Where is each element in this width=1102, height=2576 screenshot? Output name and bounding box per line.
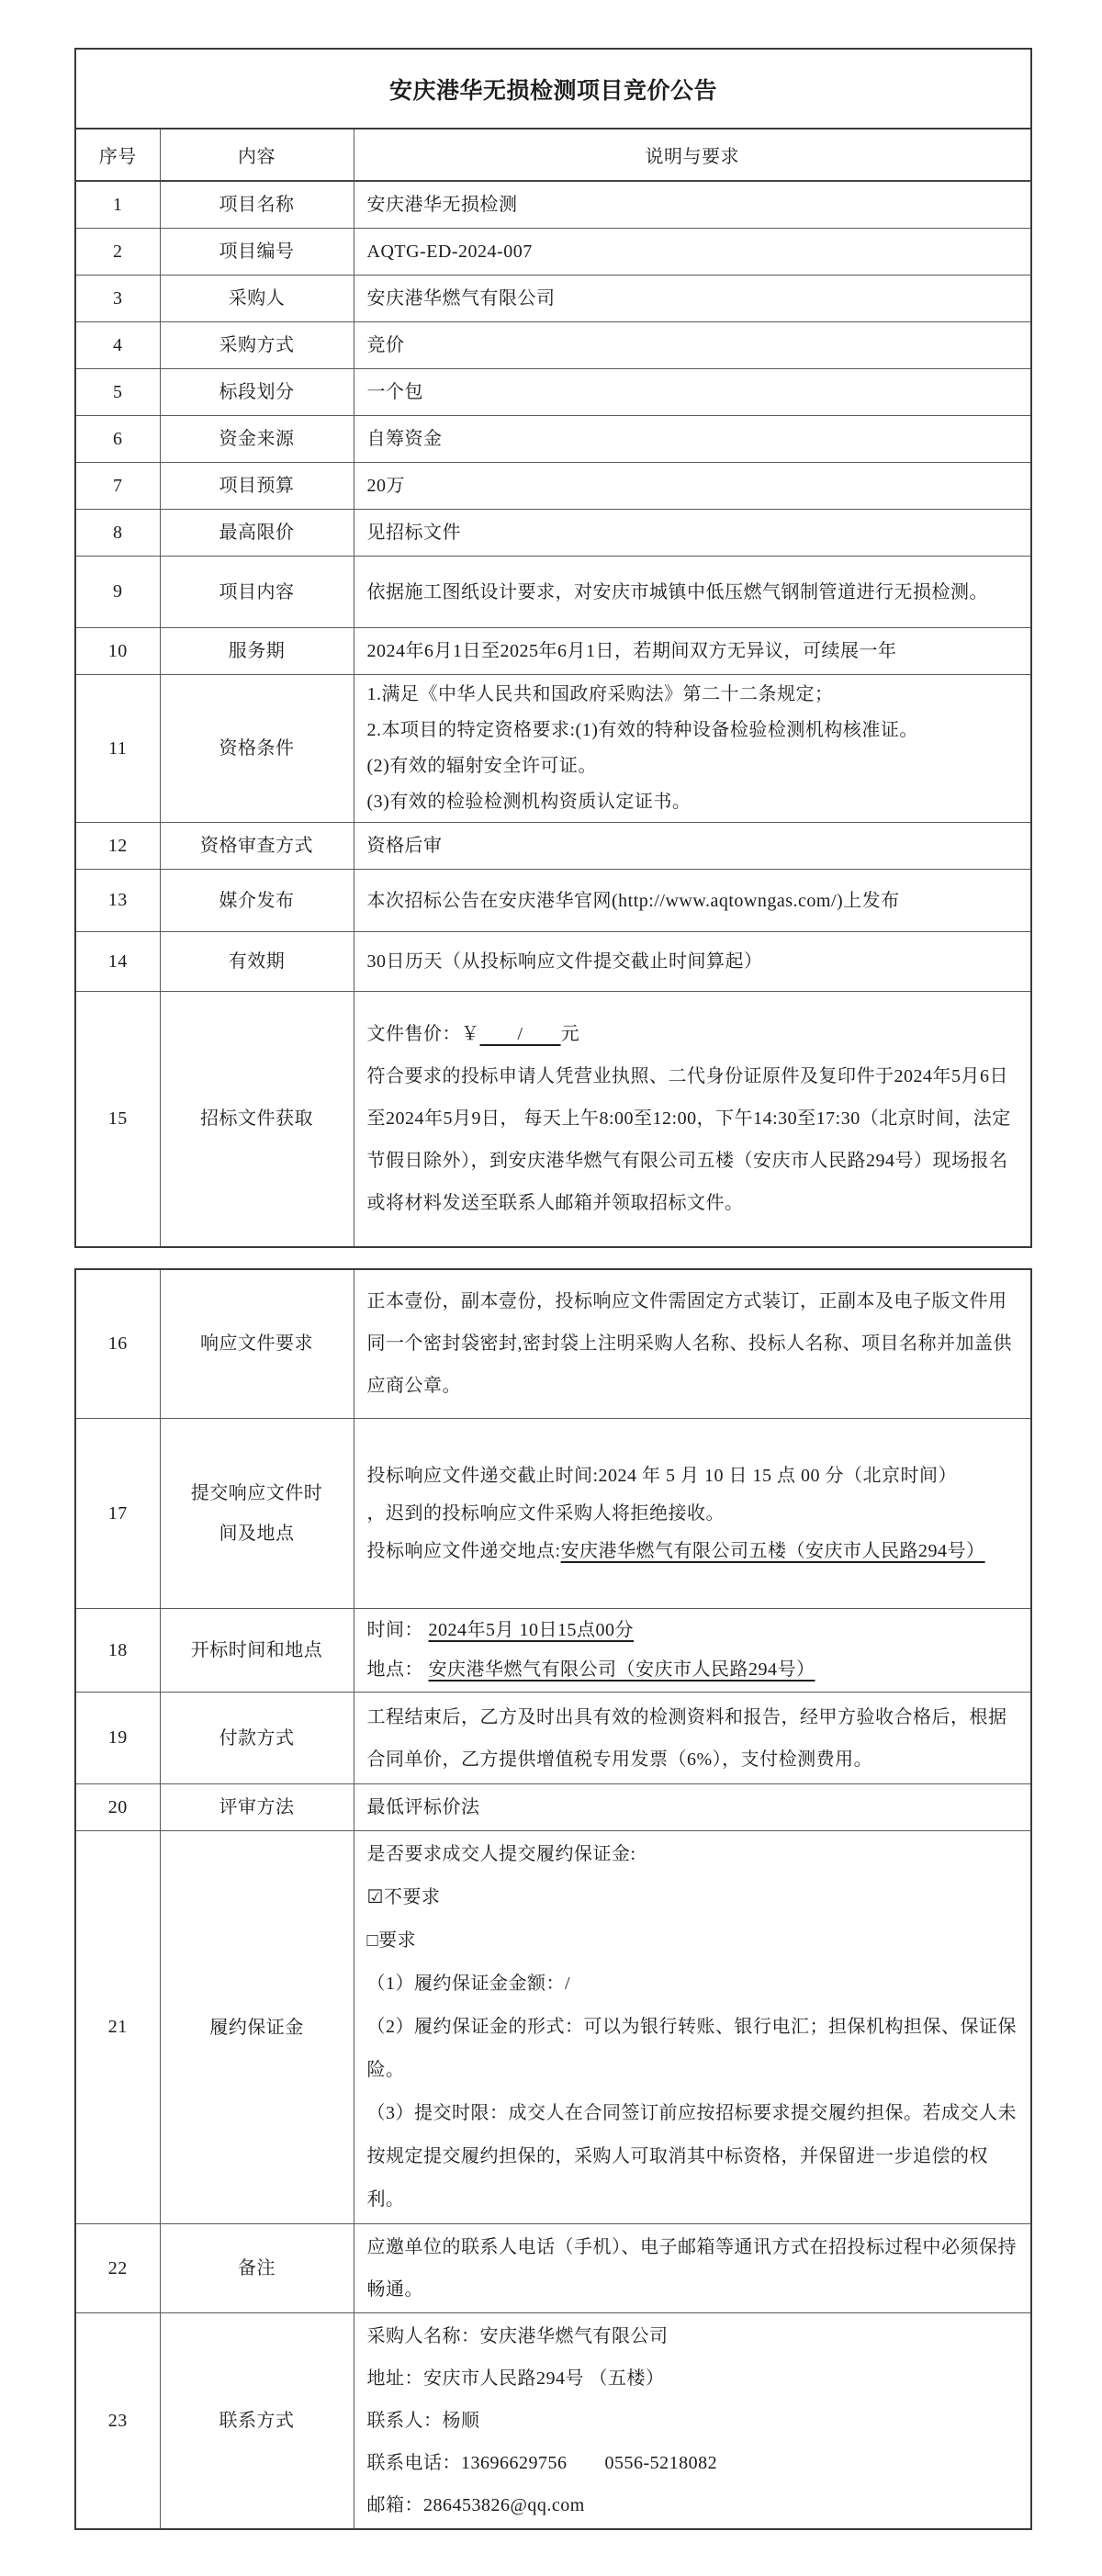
table-row-20 bbox=[75, 1784, 1031, 1831]
text-segment: 安庆港华燃气有限公司五楼（安庆市人民路294号） bbox=[560, 1540, 985, 1561]
content-line bbox=[367, 1013, 1024, 1055]
text-segment: (2)有效的辐射安全许可证。 bbox=[366, 756, 597, 776]
content-line bbox=[367, 2315, 1024, 2357]
content-line bbox=[367, 2006, 1024, 2092]
row-number: 7 bbox=[75, 463, 160, 510]
content-line bbox=[367, 1919, 1024, 1963]
table-row-6 bbox=[75, 416, 1031, 463]
content-line bbox=[367, 1963, 1024, 2006]
row-content bbox=[354, 369, 1031, 416]
row-label bbox=[160, 870, 354, 932]
content-line bbox=[367, 1876, 1024, 1919]
content-line bbox=[367, 465, 1024, 507]
row-content bbox=[354, 932, 1031, 992]
text-segment: 采购人名称：安庆港华燃气有限公司 bbox=[366, 2326, 669, 2346]
row-content bbox=[354, 992, 1031, 1247]
text-segment: 工程结束后，乙方及时出具有效的检测资料和报告，经甲方验收合格后，根据合同单价，乙方提供增值税专用发票（6%），支付检测费用。 bbox=[366, 1706, 1007, 1770]
row-label-line: 采购方式 bbox=[219, 335, 295, 355]
checkbox-checked-icon: ☑ bbox=[366, 1887, 384, 1907]
text-segment: （3）提交时限：成交人在合同签订前应按招标要求提交履约担保。若成交人未按规定提交履约担保的，采购人可取消其中标资格，并保留进一步追偿的权利。 bbox=[366, 2103, 1017, 2210]
content-line bbox=[367, 748, 1024, 784]
row-label bbox=[160, 369, 354, 416]
row-content bbox=[354, 1269, 1031, 1419]
row-number: 14 bbox=[75, 932, 160, 992]
content-line bbox=[367, 784, 1024, 820]
table-row-22 bbox=[75, 2224, 1031, 2313]
content-line bbox=[367, 2442, 1024, 2484]
row-content bbox=[354, 823, 1031, 870]
row-number: 6 bbox=[75, 416, 160, 463]
row-label bbox=[160, 1693, 354, 1784]
row-label-line: 招标文件获取 bbox=[200, 1108, 313, 1130]
row-label-line: 开标时间和地点 bbox=[190, 1640, 323, 1660]
text-segment: 文件售价：￥ bbox=[366, 1024, 480, 1045]
content-line bbox=[367, 277, 1024, 320]
content-line bbox=[367, 2400, 1024, 2442]
row-content bbox=[354, 1419, 1031, 1609]
content-line bbox=[367, 713, 1024, 748]
table-row-1 bbox=[75, 181, 1031, 229]
content-line bbox=[367, 1280, 1024, 1407]
row-content bbox=[354, 557, 1031, 628]
row-number: 16 bbox=[75, 1269, 160, 1419]
text-segment: 联系电话：13696629756 0556-5218082 bbox=[366, 2453, 718, 2473]
content-line bbox=[367, 1457, 1024, 1495]
text-segment: 2024年6月1日至2025年6月1日，若期间双方无异议，可续展一年 bbox=[366, 641, 897, 661]
text-segment: 最低评标价法 bbox=[366, 1797, 480, 1817]
header-description: 说明与要求 bbox=[354, 129, 1031, 181]
row-label-line: 项目编号 bbox=[219, 242, 295, 262]
row-label bbox=[160, 276, 354, 322]
text-segment: 应邀单位的联系人电话（手机）、电子邮箱等通讯方式在招投标过程中必须保持畅通。 bbox=[366, 2237, 1017, 2300]
text-segment: 安庆港华燃气有限公司（安庆市人民路294号） bbox=[428, 1659, 815, 1680]
table-row-13 bbox=[75, 870, 1031, 932]
text-segment: ，迟到的投标响应文件采购人将拒绝接收。 bbox=[366, 1502, 725, 1524]
row-number: 11 bbox=[75, 675, 160, 823]
row-label-line: 媒介发布 bbox=[219, 890, 295, 911]
row-number: 18 bbox=[75, 1609, 160, 1693]
text-segment: 竞价 bbox=[366, 335, 405, 355]
text-segment: 2.本项目的特定资格要求:(1)有效的特种设备检验检测机构核准证。 bbox=[366, 720, 918, 740]
table-row-14 bbox=[75, 932, 1031, 992]
row-number: 17 bbox=[75, 1419, 160, 1609]
text-segment: 自筹资金 bbox=[366, 429, 443, 449]
table-row-10 bbox=[75, 628, 1031, 675]
row-label-line: 付款方式 bbox=[219, 1727, 295, 1749]
row-label bbox=[160, 229, 354, 276]
row-label-line: 间及地点 bbox=[219, 1524, 295, 1544]
text-segment: 符合要求的投标申请人凭营业执照、二代身份证原件及复印件于2024年5月6日至2024年5月9日， 每天上午8:00至12:00，下午14:30至17:30（北京时间，法定节假日除外），到安庆港华燃气有限公司五楼（安庆市人民路294号）现场报名或将材料发送至联系人邮箱并领取招标文件。 bbox=[366, 1066, 1011, 1214]
row-label-line: 提交响应文件时 bbox=[190, 1483, 323, 1503]
row-content bbox=[354, 675, 1031, 823]
text-segment: 投标响应文件递交地点: bbox=[366, 1540, 561, 1561]
content-line bbox=[367, 940, 1024, 983]
row-label bbox=[160, 932, 354, 992]
row-label bbox=[160, 628, 354, 675]
text-segment: 地址：安庆市人民路294号 （五楼） bbox=[366, 2368, 665, 2389]
text-segment: 联系人：杨顺 bbox=[366, 2411, 480, 2431]
row-label-line: 资金来源 bbox=[219, 429, 295, 449]
text-segment: 不要求 bbox=[383, 1887, 441, 1907]
row-label-line: 响应文件要求 bbox=[200, 1333, 313, 1355]
row-label-line: 标段划分 bbox=[219, 382, 295, 402]
text-segment: 依据施工图纸设计要求，对安庆市城镇中低压燃气钢制管道进行无损检测。 bbox=[366, 581, 988, 602]
row-number: 5 bbox=[75, 369, 160, 416]
text-segment: 2024年5月 10日15点00分 bbox=[428, 1620, 634, 1640]
row-content bbox=[354, 628, 1031, 675]
row-label-line: 项目名称 bbox=[219, 195, 295, 215]
text-segment: 元 bbox=[560, 1024, 580, 1045]
row-label bbox=[160, 463, 354, 510]
content-line bbox=[367, 2484, 1024, 2526]
row-label bbox=[160, 2224, 354, 2313]
row-label bbox=[160, 322, 354, 369]
header-content: 内容 bbox=[160, 129, 354, 181]
row-content bbox=[354, 416, 1031, 463]
content-line bbox=[367, 418, 1024, 460]
table-row-3 bbox=[75, 276, 1031, 322]
text-segment: 正本壹份，副本壹份，投标响应文件需固定方式装订，正副本及电子版文件用同一个密封袋密封,密封袋上注明采购人名称、投标人名称、项目名称并加盖供应商公章。 bbox=[366, 1291, 1012, 1397]
row-number: 8 bbox=[75, 510, 160, 557]
content-line bbox=[367, 371, 1024, 413]
row-label-line: 有效期 bbox=[228, 951, 286, 972]
row-label-line: 履约保证金 bbox=[209, 2017, 304, 2038]
text-segment: 时间： bbox=[366, 1620, 429, 1640]
table-row-9 bbox=[75, 557, 1031, 628]
table-row-19 bbox=[75, 1693, 1031, 1784]
row-content bbox=[354, 229, 1031, 276]
row-number: 15 bbox=[75, 992, 160, 1247]
row-label-line: 评审方法 bbox=[219, 1797, 295, 1817]
content-line bbox=[367, 575, 1024, 610]
row-label bbox=[160, 992, 354, 1247]
row-label-line: 项目预算 bbox=[219, 476, 295, 496]
row-content bbox=[354, 463, 1031, 510]
text-segment: / bbox=[479, 1024, 561, 1045]
row-label-line: 资格审查方式 bbox=[200, 836, 313, 856]
row-label bbox=[160, 181, 354, 229]
row-content bbox=[354, 322, 1031, 369]
text-segment: 安庆港华无损检测 bbox=[366, 195, 518, 215]
text-segment: 20万 bbox=[366, 476, 405, 496]
row-label-line: 采购人 bbox=[228, 288, 286, 309]
content-line bbox=[367, 512, 1024, 554]
text-segment: 邮箱：286453826@qq.com bbox=[366, 2495, 585, 2515]
text-segment: 本次招标公告在安庆港华官网(http://www.aqtowngas.com/)上发布 bbox=[366, 890, 900, 911]
table-row-18 bbox=[75, 1609, 1031, 1693]
content-line bbox=[367, 2092, 1024, 2222]
row-number: 2 bbox=[75, 229, 160, 276]
row-label-line: 服务期 bbox=[228, 641, 286, 661]
row-number: 3 bbox=[75, 276, 160, 322]
row-label bbox=[160, 675, 354, 823]
row-content bbox=[354, 1609, 1031, 1693]
table-row-17 bbox=[75, 1419, 1031, 1609]
row-content bbox=[354, 181, 1031, 229]
text-segment: 1.满足《中华人民共和国政府采购法》第二十二条规定； bbox=[366, 684, 834, 704]
row-number: 10 bbox=[75, 628, 160, 675]
document-page bbox=[0, 48, 1102, 2576]
text-segment: 一个包 bbox=[366, 382, 423, 402]
table-row-4 bbox=[75, 322, 1031, 369]
text-segment: 要求 bbox=[378, 1930, 417, 1951]
row-number: 21 bbox=[75, 1831, 160, 2224]
row-number: 13 bbox=[75, 870, 160, 932]
table-row-11 bbox=[75, 675, 1031, 823]
table-row-5 bbox=[75, 369, 1031, 416]
row-label bbox=[160, 823, 354, 870]
content-line bbox=[367, 1611, 1024, 1650]
page-title: 安庆港华无损检测项目竞价公告 bbox=[75, 49, 1031, 129]
announcement-table-continued bbox=[74, 1268, 1032, 2531]
content-line bbox=[367, 630, 1024, 672]
checkbox-empty-icon: □ bbox=[366, 1930, 379, 1951]
content-line bbox=[367, 880, 1024, 922]
row-label bbox=[160, 1609, 354, 1693]
row-label bbox=[160, 557, 354, 628]
row-label bbox=[160, 2313, 354, 2530]
row-number: 22 bbox=[75, 2224, 160, 2313]
header-no: 序号 bbox=[75, 129, 160, 181]
row-content bbox=[354, 276, 1031, 322]
row-label-line: 项目内容 bbox=[219, 581, 295, 602]
content-line bbox=[367, 677, 1024, 713]
text-segment: 投标响应文件递交截止时间:2024 年 5 月 10 日 15 点 00 分（北京时间） bbox=[366, 1465, 958, 1486]
table-row-12 bbox=[75, 823, 1031, 870]
content-line bbox=[367, 1495, 1024, 1533]
content-line bbox=[367, 1055, 1024, 1224]
row-number: 4 bbox=[75, 322, 160, 369]
content-line bbox=[367, 1533, 1024, 1570]
text-segment: 地点： bbox=[366, 1659, 429, 1680]
row-number: 19 bbox=[75, 1693, 160, 1784]
row-label-line: 最高限价 bbox=[219, 523, 295, 543]
content-line bbox=[367, 1833, 1024, 1876]
text-segment: (3)有效的检验检测机构资质认定证书。 bbox=[366, 792, 692, 812]
content-line bbox=[367, 184, 1024, 226]
row-label bbox=[160, 1419, 354, 1609]
row-label bbox=[160, 1831, 354, 2224]
row-number: 1 bbox=[75, 181, 160, 229]
content-line bbox=[367, 825, 1024, 867]
table-row-15 bbox=[75, 992, 1031, 1247]
table-row-2 bbox=[75, 229, 1031, 276]
content-line bbox=[367, 1786, 1024, 1828]
row-label bbox=[160, 1784, 354, 1831]
text-segment: 安庆港华燃气有限公司 bbox=[366, 288, 556, 309]
text-segment: （2）履约保证金的形式：可以为银行转账、银行电汇；担保机构担保、保证保险。 bbox=[366, 2017, 1017, 2080]
text-segment: 资格后审 bbox=[366, 836, 443, 856]
content-line bbox=[367, 1650, 1024, 1690]
row-label bbox=[160, 510, 354, 557]
row-number: 9 bbox=[75, 557, 160, 628]
table-row-23 bbox=[75, 2313, 1031, 2530]
text-segment: 30日历天（从投标响应文件提交截止时间算起） bbox=[366, 951, 763, 972]
table-header-row bbox=[75, 129, 1031, 181]
row-number: 12 bbox=[75, 823, 160, 870]
row-content bbox=[354, 1784, 1031, 1831]
text-segment: 是否要求成交人提交履约保证金: bbox=[366, 1844, 636, 1864]
content-line bbox=[367, 2357, 1024, 2400]
table-row-21 bbox=[75, 1831, 1031, 2224]
row-content bbox=[354, 1831, 1031, 2224]
text-segment: AQTG-ED-2024-007 bbox=[366, 242, 533, 262]
row-content bbox=[354, 870, 1031, 932]
row-content bbox=[354, 2313, 1031, 2530]
table-row-8 bbox=[75, 510, 1031, 557]
content-line bbox=[367, 324, 1024, 366]
text-segment: 见招标文件 bbox=[366, 523, 461, 543]
row-label-line: 备注 bbox=[238, 2258, 276, 2278]
row-number: 23 bbox=[75, 2313, 160, 2530]
content-line bbox=[367, 1696, 1024, 1781]
content-line bbox=[367, 2226, 1024, 2311]
row-label-line: 资格条件 bbox=[219, 738, 295, 759]
row-label bbox=[160, 1269, 354, 1419]
row-label-line: 联系方式 bbox=[219, 2411, 295, 2431]
content-line bbox=[367, 231, 1024, 273]
row-content bbox=[354, 510, 1031, 557]
announcement-table-main bbox=[74, 48, 1032, 1248]
row-label bbox=[160, 416, 354, 463]
text-segment: （1）履约保证金金额：/ bbox=[366, 1974, 571, 1994]
row-number: 20 bbox=[75, 1784, 160, 1831]
row-content bbox=[354, 1693, 1031, 1784]
row-content bbox=[354, 2224, 1031, 2313]
table-row-7 bbox=[75, 463, 1031, 510]
table-title-row bbox=[75, 49, 1031, 129]
table-row-16 bbox=[75, 1269, 1031, 1419]
